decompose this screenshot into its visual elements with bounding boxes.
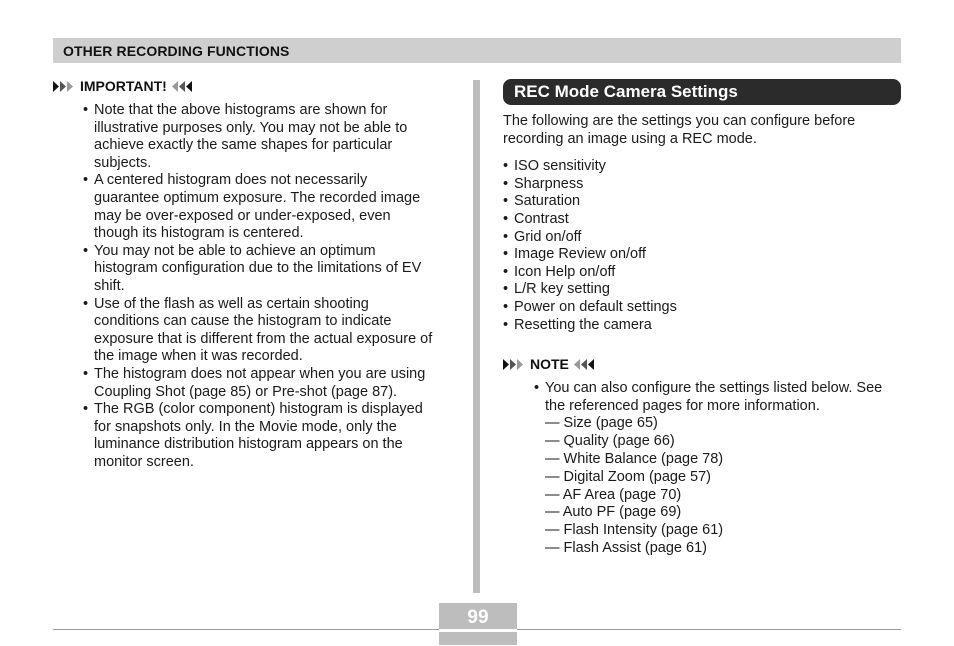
note-label: NOTE — [530, 356, 569, 373]
important-label: IMPORTANT! — [80, 78, 167, 94]
section-intro: The following are the settings you can configure before recording an image using a REC mode. — [503, 113, 856, 147]
important-callout — [53, 77, 453, 95]
bullet-dot: • — [83, 295, 89, 312]
list-item: • Grid on/off — [503, 228, 582, 245]
reference-list — [545, 415, 905, 557]
reference-item: — Digital Zoom (page 57) — [545, 468, 712, 485]
section-title: REC Mode Camera Settings — [514, 82, 738, 101]
bullet-dot: • — [83, 401, 89, 418]
list-item: • Image Review on/off — [503, 246, 646, 263]
list-item: • L/R key setting — [503, 281, 610, 298]
bullet-dot: • — [83, 365, 89, 382]
bullet-dot: • — [534, 380, 540, 397]
reference-item: — Quality (page 66) — [545, 433, 675, 450]
list-item: • The RGB (color component) histogram is displayed for snapshots only. In the Movie mode, only the luminance distribution histogram appears on the monitor screen. — [83, 401, 423, 470]
page-box-stripe — [439, 629, 517, 632]
reference-item: — Auto PF (page 69) — [545, 504, 682, 521]
important-list — [83, 102, 454, 471]
reference-item: — Flash Assist (page 61) — [545, 539, 707, 556]
list-item: • A centered histogram does not necessarily guarantee optimum exposure. The recorded image may be over-exposed or under-exposed, even though its histogram is centered. — [83, 172, 421, 242]
list-item: • Use of the flash as well as certain shooting conditions can cause the histogram to indicate exposure that is different from the actual exposure of the image when it was recorded. — [83, 295, 433, 365]
settings-list — [503, 158, 903, 334]
section-title-bar — [503, 79, 901, 105]
note-callout — [503, 355, 903, 373]
bullet-dot: • — [83, 102, 89, 118]
list-item: • Resetting the camera — [503, 316, 652, 333]
list-item: • Icon Help on/off — [503, 263, 616, 280]
bullet-dot: • — [83, 172, 89, 189]
list-item: • Contrast — [503, 210, 569, 227]
list-item: • Saturation — [503, 193, 581, 210]
header-bar — [53, 38, 901, 63]
triple-arrow-left-icon — [172, 81, 193, 92]
page-number: 99 — [467, 607, 489, 628]
reference-item: — AF Area (page 70) — [545, 486, 682, 503]
triple-arrow-right-icon — [53, 81, 74, 92]
triple-arrow-left-icon — [574, 359, 595, 370]
reference-item: — Flash Intensity (page 61) — [545, 522, 724, 539]
page-header-title: OTHER RECORDING FUNCTIONS — [63, 43, 290, 59]
column-divider — [473, 80, 480, 593]
reference-item: — White Balance (page 78) — [545, 450, 724, 467]
list-item: • Power on default settings — [503, 298, 677, 315]
list-item: • You may not be able to achieve an optimum histogram configuration due to the limitations of EV shift. — [83, 242, 422, 294]
bullet-dot: • — [83, 242, 89, 259]
list-item: • You can also configure the settings listed below. See the referenced pages for more information. — Size (page 65) — Quality (page 66) — White Balance (page 78) — Digital Zoom (page 57) — AF Area (page 70) — Auto PF (page 69) — Flash Intensity (page 61) — Flash Assist (page 61) — [545, 380, 905, 558]
right-column — [503, 79, 903, 558]
page-number-box — [439, 603, 517, 645]
list-item: • The histogram does not appear when you are using Coupling Shot (page 85) or Pre-shot (page 87). — [83, 365, 426, 400]
note-list — [534, 380, 905, 558]
list-item: • Sharpness — [503, 175, 584, 192]
list-item: • Note that the above histograms are shown for illustrative purposes only. You may not be able to achieve exactly the same shapes for particular subjects. — [83, 102, 408, 171]
triple-arrow-right-icon — [503, 359, 524, 370]
list-item: • ISO sensitivity — [503, 158, 606, 175]
left-column — [53, 77, 453, 471]
reference-item: — Size (page 65) — [545, 415, 658, 432]
